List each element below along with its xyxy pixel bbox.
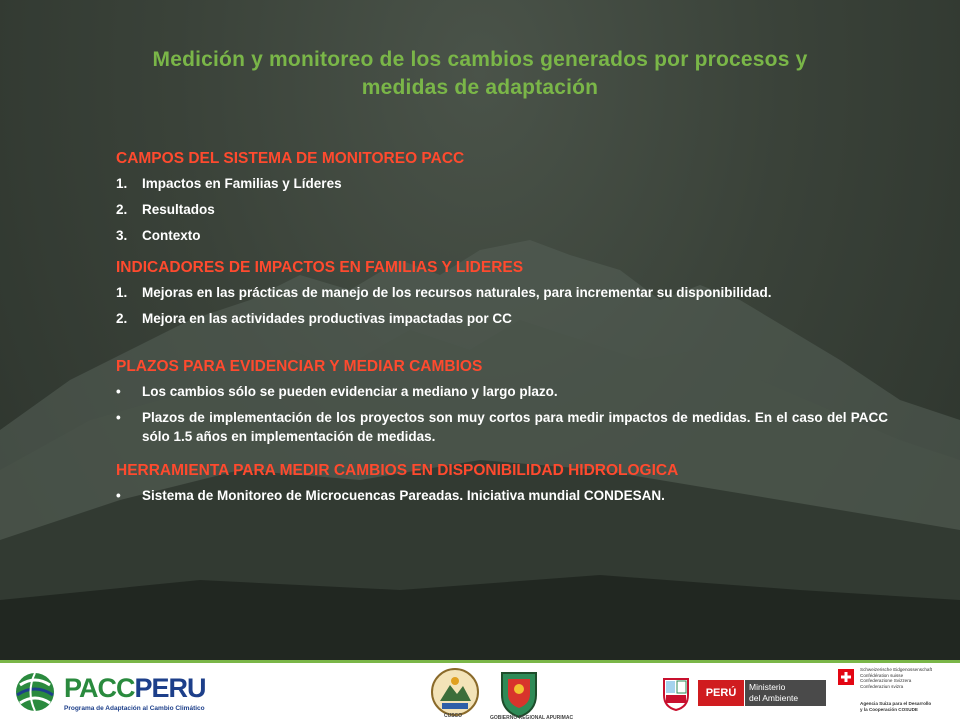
minam-ministry-label: Ministerio del Ambiente [745, 680, 826, 706]
globe-icon [14, 671, 56, 713]
swiss-flag-icon [838, 669, 854, 685]
numbered-list [116, 283, 888, 328]
list-item [116, 226, 888, 245]
list-item [116, 283, 888, 302]
section-hydrological-tool [116, 462, 888, 505]
list-marker: 3. [116, 228, 128, 243]
section-heading: INDICADORES DE IMPACTOS EN FAMILIAS Y LIDERES [116, 259, 524, 276]
minam-peru-label: PERÚ [698, 680, 744, 706]
pacc-subtitle: Programa de Adaptación al Cambio Climático [64, 705, 205, 712]
list-item [116, 382, 888, 401]
swiss-confederation-text: Schweizerische Eidgenossenschaft Confédération suisse Confederazione Svizzera Confederaziun svizra [860, 667, 933, 689]
minam-logo [698, 680, 826, 706]
cusco-caption: CUSCO [444, 713, 463, 719]
list-item-text: Los cambios sólo se pueden evidenciar a mediano y largo plazo. [142, 384, 558, 399]
section-timeframes [116, 358, 888, 446]
list-marker: 2. [116, 311, 128, 326]
list-item [116, 200, 888, 219]
bullet-list [116, 486, 888, 505]
list-marker: 1. [116, 176, 128, 191]
list-marker: 2. [116, 202, 128, 217]
list-item [116, 486, 888, 505]
list-item-text: Impactos en Familias y Líderes [142, 176, 342, 191]
bullet-list [116, 382, 888, 446]
list-item-text: Mejoras en las prácticas de manejo de los recursos naturales, para incrementar su disponibilidad. [142, 285, 772, 300]
cosude-text: Agencia Suiza para el Desarrollo y la Cooperación COSUDE [860, 701, 932, 712]
pacc-wordmark: PACCPERU [64, 673, 206, 703]
slide-content [116, 150, 888, 512]
bullet-marker: • [116, 488, 121, 503]
title-line-2: medidas de adaptación [361, 76, 599, 99]
list-item [116, 309, 888, 328]
section-heading: PLAZOS PARA EVIDENCIAR Y MEDIAR CAMBIOS [116, 358, 483, 375]
list-item [116, 408, 888, 446]
pacc-peru-logo [12, 669, 212, 719]
numbered-list [116, 174, 888, 245]
section-monitoring-fields [116, 150, 888, 245]
footer-logo-bar [0, 660, 960, 720]
bullet-marker: • [116, 410, 121, 425]
section-heading: HERRAMIENTA PARA MEDIR CAMBIOS EN DISPONIBILIDAD HIDROLOGICA [116, 462, 679, 479]
section-heading: CAMPOS DEL SISTEMA DE MONITOREO PACC [116, 150, 465, 167]
list-item-text: Sistema de Monitoreo de Microcuencas Pareadas. Iniciativa mundial CONDESAN. [142, 488, 665, 503]
apurimac-regional-shield [494, 667, 544, 719]
list-item-text: Plazos de implementación de los proyectos son muy cortos para medir impactos de medidas. En el caso del PACC sólo 1.5 años en implementación de medidas. [142, 410, 888, 444]
section-impact-indicators [116, 259, 888, 328]
list-item-text: Contexto [142, 228, 201, 243]
list-item-text: Resultados [142, 202, 215, 217]
title-line-1: Medición y monitoreo de los cambios generados por procesos y [152, 48, 808, 71]
list-item-text: Mejora en las actividades productivas impactadas por CC [142, 311, 512, 326]
slide-title [40, 46, 920, 102]
list-marker: 1. [116, 285, 128, 300]
peru-coat-of-arms-icon [660, 675, 692, 711]
bullet-marker: • [116, 384, 121, 399]
list-item [116, 174, 888, 193]
cusco-regional-emblem [430, 667, 480, 719]
apurimac-caption: GOBIERNO REGIONAL APURIMAC [490, 715, 574, 720]
